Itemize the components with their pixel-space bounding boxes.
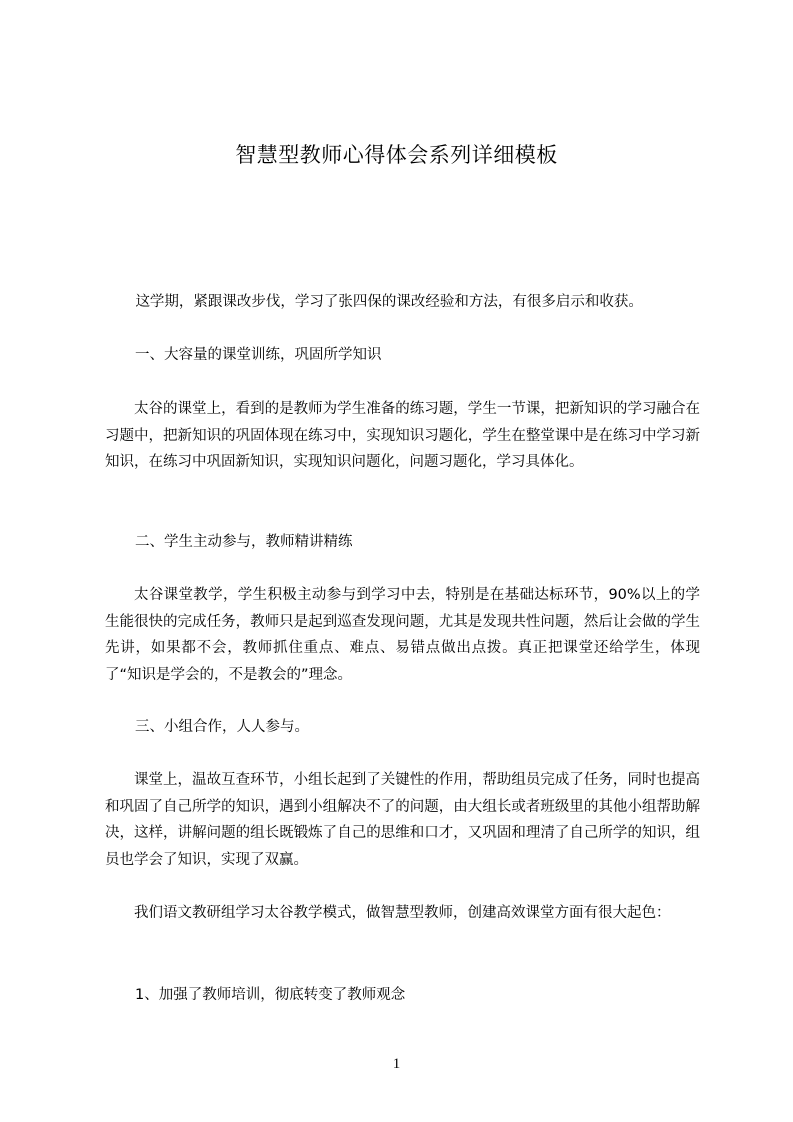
- page-number: 1: [392, 1056, 401, 1072]
- section-1-heading: 一、大容量的课堂训练，巩固所学知识: [135, 347, 382, 363]
- point-1-heading: 1、加强了教师培训，彻底转变了教师观念: [135, 987, 406, 1003]
- section-3-paragraph: 课堂上，温故互查环节，小组长起到了关键性的作用，帮助组员完成了任务，同时也提高和巩固了自己所学的知识，遇到小组解决不了的问题，由大组长或者班级里的其他小组帮助解决，这样，讲解问题的组长既锻炼了自己的思维和口才，又巩固和理清了自己所学的知识，组员也学会了知识，实现了双赢。: [105, 772, 700, 868]
- section-2-heading: 二、学生主动参与，教师精讲精练: [135, 534, 353, 550]
- summary-paragraph: 我们语文教研组学习太谷教学模式，做智慧型教师，创建高效课堂方面有很大起色：: [134, 905, 671, 921]
- page-title: 智慧型教师心得体会系列详细模板: [235, 143, 558, 167]
- section-1-paragraph: 太谷的课堂上，看到的是教师为学生准备的练习题，学生一节课，把新知识的学习融合在习题中，把新知识的巩固体现在练习中，实现知识习题化，学生在整堂课中是在练习中学习新知识，在练习中巩固新知识，实现知识问题化，问题习题化，学习具体化。: [105, 401, 700, 470]
- intro-paragraph: 这学期，紧跟课改步伐，学习了张四保的课改经验和方法，有很多启示和收获。: [135, 294, 643, 310]
- section-3-heading: 三、小组合作，人人参与。: [135, 719, 309, 735]
- section-2-paragraph: 太谷课堂教学，学生积极主动参与到学习中去，特别是在基础达标环节，90%以上的学生能很快的完成任务，教师只是起到巡查发现问题，尤其是发现共性问题，然后让会做的学生先讲，如果都不会，教师抓住重点、难点、易错点做出点拨。真正把课堂还给学生，体现了“知识是学会的，不是教会的”理念。: [105, 587, 700, 683]
